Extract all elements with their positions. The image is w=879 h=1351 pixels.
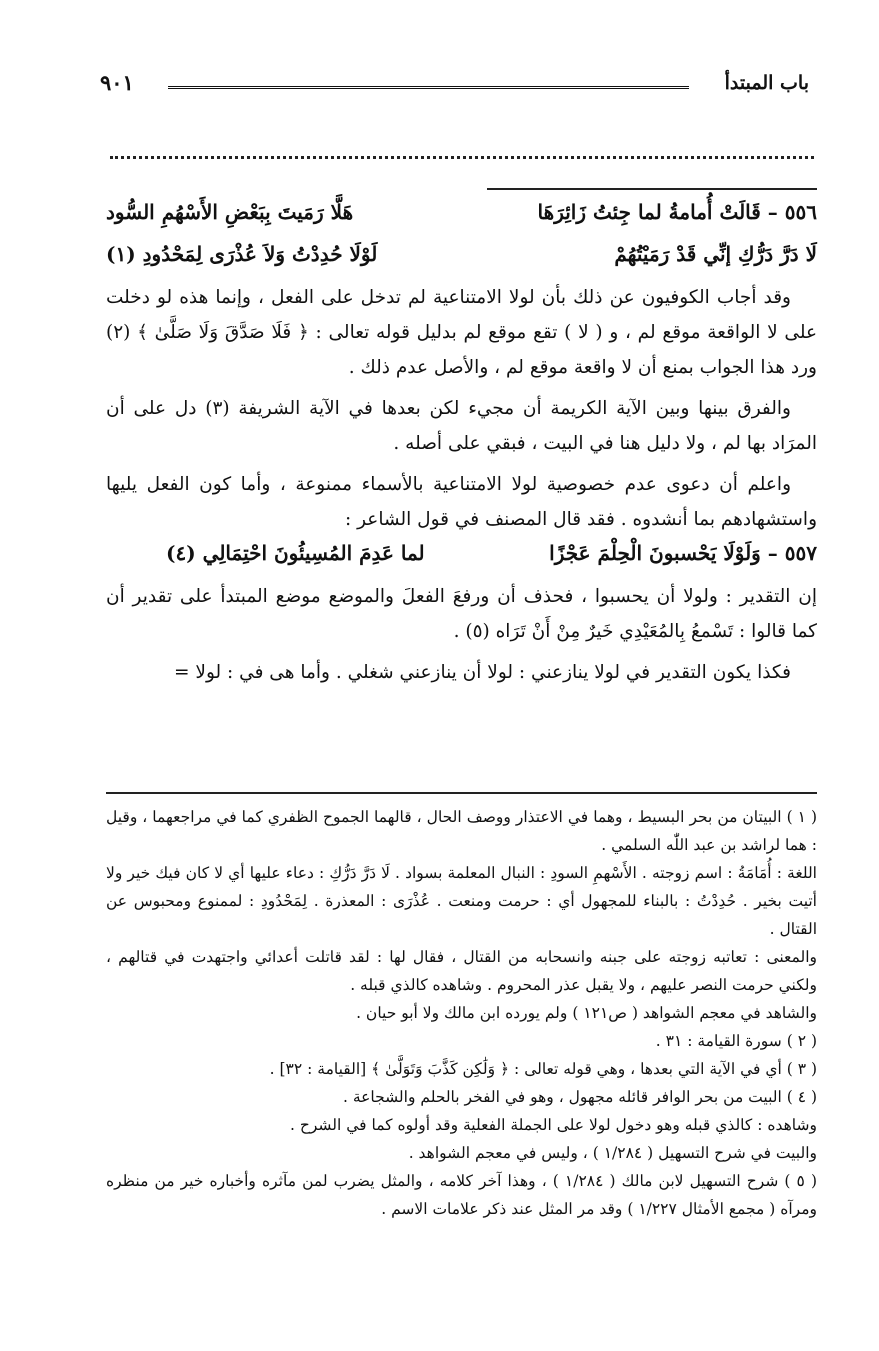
paragraph: إن التقدير : ولولا أن يحسبوا ، فحذف أن ورفعَ الفعلَ والموضع موضع المبتدأ على تقدير أن كما قالوا : تَسْمعُ بِالمُعَيْدِي خَيرٌ مِنْ أَنْ تَرَاه (٥) . [106, 586, 817, 642]
hemistich: لَوْلَا حُدِدْتُ وَلاَ عُذْرَى لِمَحْدُودِ (١) [106, 242, 378, 266]
footnote-4: ( ٤ ) البيت من بحر الوافر قائله مجهول ، وهو في الفخر بالحلم والشجاعة . [342, 1088, 817, 1106]
footnote-1-evidence: والشاهد في معجم الشواهد ( ص١٢١ ) ولم يورده ابن مالك ولا أبو حيان . [356, 1004, 817, 1022]
page-header [100, 66, 809, 106]
verse-556-line-2 [106, 238, 817, 280]
footnote-2: ( ٢ ) سورة القيامة : ٣١ . [655, 1032, 817, 1050]
dotted-separator [110, 156, 814, 159]
hemistich: لما عَدِمَ المُسِيئُونَ احْتِمَالِي (٤) [166, 541, 425, 565]
footnote-5: ( ٥ ) شرح التسهيل لابن مالك ( ١/٢٨٤ ) ، وهذا آخر كلامه ، والمثل يضرب لمن مآثره وأخباره خير من منظره ومرآه ( مجمع الأمثال ١/٢٢٧ ) وقد مر المثل عند ذكر علامات الاسم . [106, 1172, 817, 1218]
hemistich: هَلَّا رَمَيتَ بِبَعْضِ الأَسْهُمِ السُّود [106, 200, 354, 224]
footnote-3: ( ٣ ) أي في الآية التي بعدها ، وهي قوله تعالى : ﴿ وَلَٰكِن كَذَّبَ وَتَوَلَّىٰ ﴾ [القيامة : ٣٢] . [269, 1060, 817, 1078]
footnote-4-source: والبيت في شرح التسهيل ( ١/٢٨٤ ) ، وليس في معجم الشواهد . [408, 1144, 817, 1162]
verse-rule [487, 188, 817, 190]
paragraph: وقد أجاب الكوفيون عن ذلك بأن لولا الامتناعية لم تدخل على الفعل ، وإنما هذه لو دخلت على لا الواقعة موقع لم ، و ( لا ) تقع موقع لم بدليل قوله تعالى : ﴿ فَلَا صَدَّقَ وَلَا صَلَّىٰ ﴾ (٢) ورد هذا الجواب بمنع أن لا واقعة موقع لم ، والأصل عدم ذلك . [106, 287, 817, 378]
footnote-1: ( ١ ) البيتان من بحر البسيط ، وهما في الاعتذار ووصف الحال ، قالهما الجموح الظفري كما في مراجعهما ، وقيل : هما لراشد بن عبد اللّٰه السلمي . [106, 808, 817, 854]
footnote-rule [106, 792, 817, 794]
footnote-1-meaning: والمعنى : تعاتبه زوجته على جبنه وانسحابه من القتال ، فقال لها : لقد قاتلت أعدائي واجتهدت في قتالهم ، ولكني حرمت النصر عليهم ، ولا يقبل عذر المحروم . وشاهده كالذي قبله . [106, 948, 817, 994]
hemistich: ٥٥٦ – قَالَتْ أُمامةُ لما جِئتُ زَائِرَهَا [537, 200, 817, 224]
chapter-title: باب المبتدأ [724, 72, 809, 94]
paragraph: والفرق بينها وبين الآية الكريمة أن مجيء لكن بعدها في الآية الشريفة (٣) دل على أن المرَاد بها لم ، ولا دليل هنا في البيت ، فبقي على أصله . [106, 398, 817, 454]
verse-556-line-1 [106, 196, 817, 238]
footnote-4-evidence: وشاهده : كالذي قبله وهو دخول لولا على الجملة الفعلية وقد أولوه كما في الشرح . [290, 1116, 817, 1134]
hemistich: لَا دَرَّ دَرُّكِ إنِّي قَدْ رَمَيْتُهُمْ [614, 242, 817, 266]
paragraph: واعلم أن دعوى عدم خصوصية لولا الامتناعية بالأسماء ممنوعة ، وأما كون الفعل يليها واستشهادهم بما أنشدوه . فقد قال المصنف في قول الشاعر : [106, 474, 817, 530]
footnote-1-lugha: اللغة : أُمَامَةُ : اسم زوجته . الأَسْهمِ السودِ : النبال المعلمة بسواد . لَا دَرَّ دَرُّكِ : دعاء عليها أي لا كان فيك خير ولا أتيت بخير . حُدِدْتُ : بالبناء للمجهول أي : حرمت ومنعت . عُذْرَى : المعذرة . لِمَحْدُودِ : لممنوع ومحبوس عن القتال . [106, 864, 817, 938]
main-text [106, 188, 817, 690]
paragraph: فكذا يكون التقدير في لولا ينازعني : لولا أن ينازعني شغلي . وأما هى في : لولا = [174, 662, 791, 683]
header-rule [168, 86, 689, 93]
verse-557 [106, 537, 817, 579]
footnotes [106, 803, 817, 1223]
page-number: ٩٠١ [100, 70, 134, 95]
hemistich: ٥٥٧ – وَلَوْلَا يَحْسبونَ الْحِلْمَ عَجْزًا [549, 541, 817, 565]
